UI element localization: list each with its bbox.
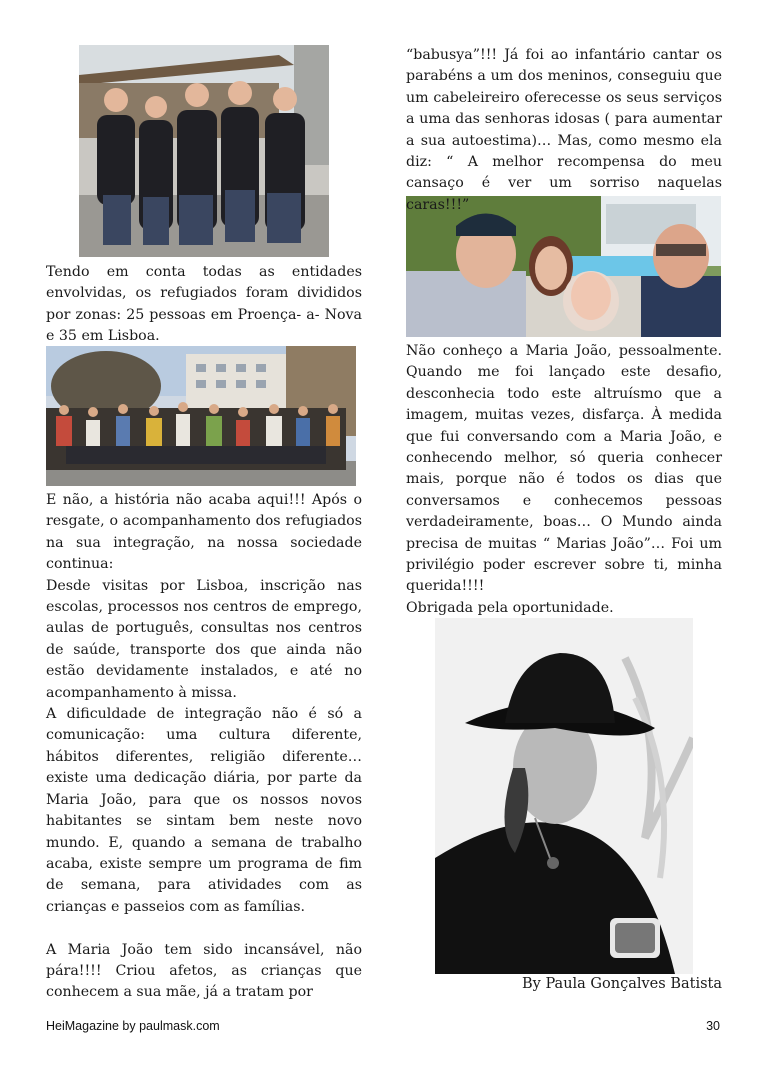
article-left-column xyxy=(46,262,362,348)
paragraph-refugee-division: Tendo em conta todas as entidades envolvidas, os refugiados foram divididos por zonas: 25 pessoas em Proença- a- Nova e 35 em Lisboa. xyxy=(46,264,362,345)
footer-publication: HeiMagazine by paulmask.com xyxy=(46,1019,220,1033)
footer-page-number: 30 xyxy=(706,1019,720,1033)
paragraph-thanks: Obrigada pela oportunidade. xyxy=(406,599,614,616)
paragraph-babusya: “babusya”!!! Já foi ao infantário cantar os parabéns a um dos meninos, conseguiu que um cabeleireiro oferecesse os seus serviços a uma das senhoras idosas ( para aumentar a sua autoestima)… Mas, como mesmo ela diz: “ A melhor recompensa do meu cansaço é ver um sorriso naquelas caras!!!” xyxy=(406,47,722,213)
paragraph-activities-list: Desde visitas por Lisboa, inscrição nas escolas, processos nos centros de emprego, aulas de português, consultas nos centros de saúde, transporte dos que ainda não estão devidamente instalados, e até no acompanhamento à missa. xyxy=(46,577,362,701)
author-portrait-photo xyxy=(435,618,693,974)
group-photo-five-people xyxy=(79,45,329,257)
paragraph-story-continues: E não, a história não acaba aqui!!! Após o resgate, o acompanhamento dos refugiados na sua integração, na nossa sociedade continua: xyxy=(46,492,362,573)
article-left-column-continued xyxy=(46,490,362,1004)
selfie-by-pool-photo xyxy=(406,196,721,337)
paragraph-tireless: A Maria João tem sido incansável, não pára!!!! Criou afetos, as crianças que conhecem a sua mãe, já a tratam por xyxy=(46,941,362,1001)
paragraph-author-reflection: Não conheço a Maria João, pessoalmente. Quando me foi lançado este desafio, desconhecia todo este altruísmo que a imagem, muitas vezes, disfarça. À medida que fui conversando com a Maria João, e conhecendo melhor, só queria conhecer mais, porque não é todos os dias que conversamos e conhecemos pessoas verdadeiramente, boas… O Mundo ainda precisa de muitas “ Marias João”… Foi um privilégio poder escrever sobre ti, minha querida!!!! xyxy=(406,343,722,595)
author-byline: By Paula Gonçalves Batista xyxy=(522,976,722,992)
article-right-column xyxy=(406,45,722,216)
large-group-photo xyxy=(46,346,356,486)
paragraph-integration-difficulty: A dificuldade de integração não é só a comunicação: uma cultura diferente, hábitos diferentes, religião diferente… existe uma dedicação diária, por parte da Maria João, para que os nossos novos habitantes se sintam bem neste novo mundo. E, quando a semana de trabalho acaba, existe sempre um programa de fim de semana, para atividades com as crianças e passeios com as famílias. xyxy=(46,706,362,915)
article-right-column-continued xyxy=(406,341,722,619)
